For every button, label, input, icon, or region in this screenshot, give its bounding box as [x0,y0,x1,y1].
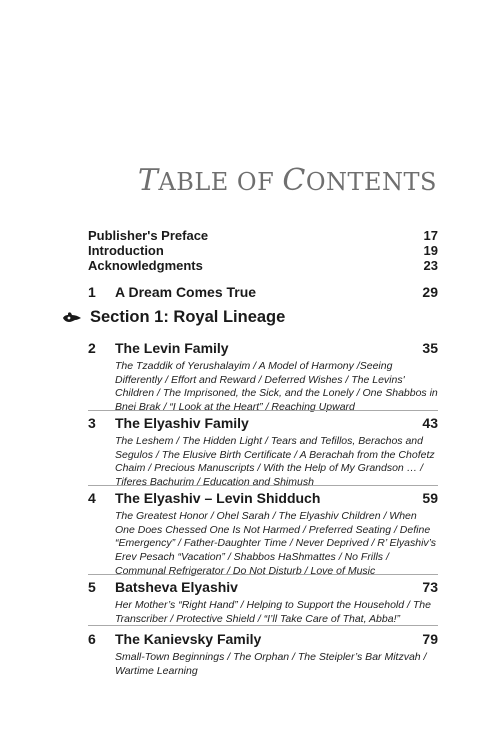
chapter-entry [88,490,438,579]
chapter-number: 5 [88,579,96,595]
chapter-page: 43 [422,415,438,431]
chapter-title: The Kanievsky Family [115,631,262,647]
front-matter-title: Acknowledgments [88,258,203,273]
front-matter-page: 19 [423,243,438,258]
chapter-number: 4 [88,490,96,506]
title-text-a: ABLE OF [158,168,283,196]
chapter-page: 79 [422,631,438,647]
chapter-description: The Tzaddik of Yerushalayim / A Model of Harmony /Seeing Differently / Effort and Reward / Deferred Wishes / The Levins' Children / The Imprisoned, the Sick, and the Lonely / One Shabbos in Bnei Brak / “I Look at the Heart” / Reaching Upward [115,360,438,414]
chapter-page: 59 [422,490,438,506]
pointing-hand-icon [62,311,82,325]
front-matter-page: 23 [423,258,438,273]
divider [88,485,438,486]
chapter-entry [88,340,438,415]
divider [88,574,438,575]
chapter-title: Batsheva Elyashiv [115,579,238,595]
chapter-entry [88,415,438,490]
chapter-description: The Greatest Honor / Ohel Sarah / The Elyashiv Children / When One Does Chessed One Is Not Harmed / Preferred Seating / Define “Emergency” / Father-Daughter Time / Never Deprived / R’ Elyashiv’s Erev Pesach “Vacation” / Shabbos HaShmattes / No Frills / Communal Refrigerator / Do Not Disturb / Love of Music [115,510,437,577]
chapter-page: 73 [422,579,438,595]
title-second-capital: C [282,163,306,198]
divider [88,625,438,626]
title-text-b: ONTENTS [305,168,437,196]
front-matter-page: 17 [423,228,438,243]
chapter-page: 29 [422,284,438,300]
chapter-entry [88,579,438,626]
chapter-number: 1 [88,284,96,300]
chapter-description: The Leshem / The Hidden Light / Tears and Tefillos, Berachos and Segulos / The Elusive Birth Certificate / A Berachah from the Chofetz Chaim / Precious Manuscripts / With the Help of My Grandson … / Tiferes Bachurim / Education and Shimush [115,435,435,489]
chapter-title: A Dream Comes True [115,284,257,300]
section-heading [62,308,285,327]
chapter-description: Small-Town Beginnings / The Orphan / The Steipler’s Bar Mitzvah / Wartime Learning [115,651,427,677]
chapter-number: 2 [88,340,96,356]
chapter-title: The Elyashiv – Levin Shidduch [115,490,321,506]
chapter-entry [88,631,438,678]
page-title [0,163,437,198]
chapter-title: The Elyashiv Family [115,415,249,431]
front-matter-title: Publisher's Preface [88,228,209,243]
section-label: Section 1: Royal Lineage [90,308,286,326]
front-matter-title: Introduction [88,243,164,258]
chapter-number: 3 [88,415,96,431]
chapter-description: Her Mother’s “Right Hand” / Helping to Support the Household / The Transcriber / Protective Shield / “I’ll Take Care of That, Abba!” [115,599,431,625]
front-matter-list [88,228,438,273]
front-matter-item [88,243,438,258]
chapter-number: 6 [88,631,96,647]
chapter-page: 35 [422,340,438,356]
divider [88,410,438,411]
chapter-entry [88,284,438,301]
front-matter-item [88,258,438,273]
title-first-capital: T [137,163,159,198]
chapter-title: The Levin Family [115,340,229,356]
front-matter-item [88,228,438,243]
